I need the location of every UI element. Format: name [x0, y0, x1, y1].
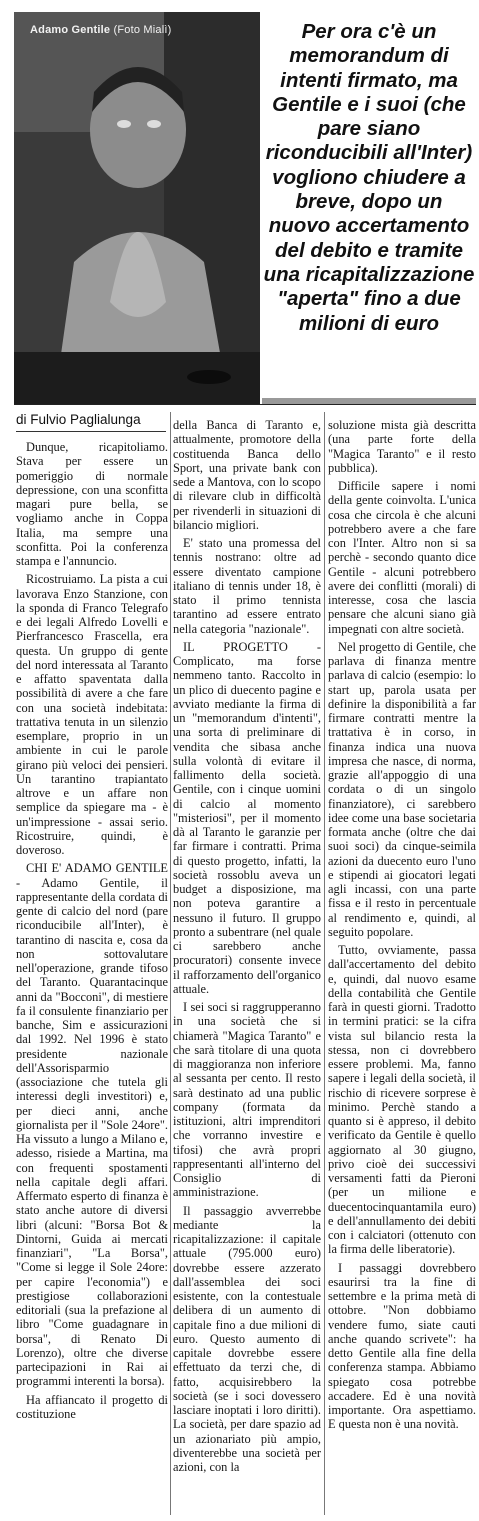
column-divider: [170, 412, 171, 1515]
photo-caption-credit: (Foto Mialì): [113, 24, 172, 36]
paragraph: Ha affiancato il progetto di costituzione: [16, 1392, 168, 1421]
paragraph: E' stato una promessa del tennis nostrano: oltre ad essere diventato campione italiano di tennis under 18, è stato il primo tennista tarantino ad essere entrato nella categoria "nazionale".: [173, 536, 321, 636]
paragraph: IL PROGETTO - Complicato, ma forse nemmeno tanto. Raccolto in un plico di duecento pagine e avviato mediante la firma di un "memorandum d'intenti", una sorta di preliminare di vendita che sibasa anche sulla volontà di evitare il fallimento della società. Gentile, con i cinque uomini di calcio al momento "misteriosi", per il momento dà al Taranto le garanzie per far firmare i contratti. Prima di questo progetto, infatti, la società rossoblu aveva un budget a disposizione, ma non poteva garantire a nessuno il futuro. Il gruppo pronto a subentrare (nel quale ci sarebbero anche procuratori) consente invece il rafforzamento dell'organico attuale.: [173, 639, 321, 996]
paragraph: I sei soci si raggrupperanno in una società che si chiamerà "Magica Taranto" e che sarà titolare di una quota di maggioranza non inferiore al sessanta per cento. Il resto sarà destinato ad una public company (formata da istituzioni, altri imprenditori che vorranno investire e tifosi) che avrà propri rappresentanti all'interno del Consiglio di amministrazione.: [173, 1000, 321, 1200]
paragraph: soluzione mista già descritta (una parte forte della "Magica Taranto" e il resto pubblica).: [328, 418, 476, 475]
paragraph: Ricostruiamo. La pista a cui lavorava Enzo Stanzione, con la sponda di Franco Telegrafo e dei legali Alfredo Lovelli e Pierfrancesco Frascella, era questa. Un gruppo di gente del nord interessata al Taranto e affatto spaventata dalla possibilità di avere a che fare con una società indebitata: trattativa tenuta in un silenzio esemplare, proprio in un ambiente in cui le parole girano più veloci dei pensieri. Un tarantino trapiantato altrove e un affare non semplice da spiegare ma - è un'impressione - assai serio. Ricostruire, quindi, è doveroso.: [16, 572, 168, 857]
photo-caption: [30, 24, 172, 36]
paragraph: Difficile sapere i nomi della gente coinvolta. L'unica cosa che circola è che alcuni potrebbero avere a che fare con l'Inter. Altro non si sa perchè - secondo quanto dice Gentile - alcuni potrebbero avere dei conflitti (morali) di interesse, cosa che lascia pensare che alcuni siano già impegnati con altre società.: [328, 479, 476, 636]
article-column-1: [16, 440, 168, 1515]
paragraph: Nel progetto di Gentile, che parlava di finanza mentre parlava di calcio (esempio: lo start up, parola usata per definire la disponibilità a far firmare contratti mentre la trattativa è in corso, in finanza indica una nuova impresa che nasce, di norma, grazie all'appoggio di una cordata o di un singolo finanziatore), ci sarebbero idee come una base societaria formata anche (oltre che dai suoi soci) da cinque-seimila azioni da duecento euro l'uno e stipendi ai giocatori legati agli incassi, con una parte fissa e il resto in percentuale al rendimento e, quindi, al seguito popolare.: [328, 639, 476, 939]
column-divider: [324, 412, 325, 1515]
paragraph: Tutto, ovviamente, passa dall'accertamento del debito e, quindi, dal nuovo esame della contabilità che Gentile farà in questi giorni. Tradotto in termini pratici: se la cifra vista sul bilancio resta la stessa, non ci dovrebbero essere problemi. Ma, fanno sapere i legali della società, il rischio di ricevere sorprese è minimo. Perchè stando a quanto si è appreso, il debito verificato da Gentile è quello aggiornato al 30 giugno, privo cioè dei successivi versamenti fatti da Pieroni (per un milione e duecentocinquantamila euro) e dell'annullamento dei debiti con i calciatori (ottenuto con la firma delle liberatorie).: [328, 943, 476, 1257]
photo-caption-name: Adamo Gentile: [30, 24, 111, 36]
portrait-photo: [14, 12, 260, 404]
paragraph: Il passaggio avverrebbe mediante la ricapitalizzazione: il capitale attuale (795.000 euro) dovrebbe essere azzerato dall'assemblea dei soci esistente, con la contestuale delibera di un aumento di capitale fino a due milioni di euro. Questo aumento di capitale dovrebbe essere effettuato da terzi che, di fatto, acquisirebbero la società (se i soci dovessero lasciare inoptati i loro diritti). La società, per dare spazio ad un azionariato più ampio, diventerebbe una società per azioni, con la: [173, 1203, 321, 1474]
portrait-figure-graphic: [14, 12, 260, 404]
paragraph: Dunque, ricapitoliamo. Stava per essere un pomeriggio di normale depressione, con una sconfitta magari pure bella, se vogliamo anche in Coppa Italia, ma sempre una sconfitta. Poi la conferenza stampa e l'annuncio.: [16, 440, 168, 568]
article-headline: Per ora c'è un memorandum di intenti firmato, ma Gentile e i suoi (che pare siano riconducibili all'Inter) vogliono chiudere a breve, dopo un nuovo accertamento del debito e tramite una ricapitalizzazione "aperta" fino a due milioni di euro: [263, 20, 475, 335]
byline: di Fulvio Paglialunga: [16, 412, 166, 432]
paragraph: della Banca di Taranto e, attualmente, promotore della costituenda Banca dello Sport, una private bank con sede a Mantova, con lo scopo di rilevare club in difficoltà per rivenderli in situazioni di bilancio migliori.: [173, 418, 321, 532]
article-column-2: [173, 418, 321, 1515]
paragraph: CHI E' ADAMO GENTILE - Adamo Gentile, il rappresentante della cordata di gente di calcio del nord (pare riconducibile all'Inter), è tarantino di nascita e, cosa da non sottovalutare nell'operazione, grande tifoso del Taranto. Quarantacinque anni da "Bocconi", di mestiere fa il consulente finanziario per banche, Sim e assicurazioni dal 1992. Nel 1996 è stato presidente nazionale dell'Assorisparmio (associazione che tutela gli interessi degli investitori) e, per dieci anni, anche giornalista per il "Sole 24ore". Ha vissuto a lungo a Milano e, adesso, risiede a Martina, ma con frequenti spostamenti nella capitale degli affari. Affermato esperto di finanza è stato anche autore di diversi libri (alcuni: "Borsa Bot & Dintorni, Guida ai mercati finanziari", "La Borsa", "Come si legge il Sole 24ore: per capire l'economia") e prestigiose collaborazioni editoriali (sua la prefazione al libro "Come guadagnare in borsa", di Renato Di Lorenzo), oltre che diverse partecipazioni in Rai ai programmi interenti la borsa).: [16, 861, 168, 1389]
paragraph: I passaggi dovrebbero esaurirsi tra la fine di settembre e la prima metà di ottobre. "Non dobbiamo vendere fumo, siate cauti anche quando scrivete": ha detto Gentile alla fine della conferenza stampa. Abbiamo spiegato cosa potrebbe accadere. Ed è una novità importante. Ora aspettiamo. E questa non è una novità.: [328, 1260, 476, 1432]
header-rule: [14, 404, 476, 405]
article-column-3: [328, 418, 476, 1515]
